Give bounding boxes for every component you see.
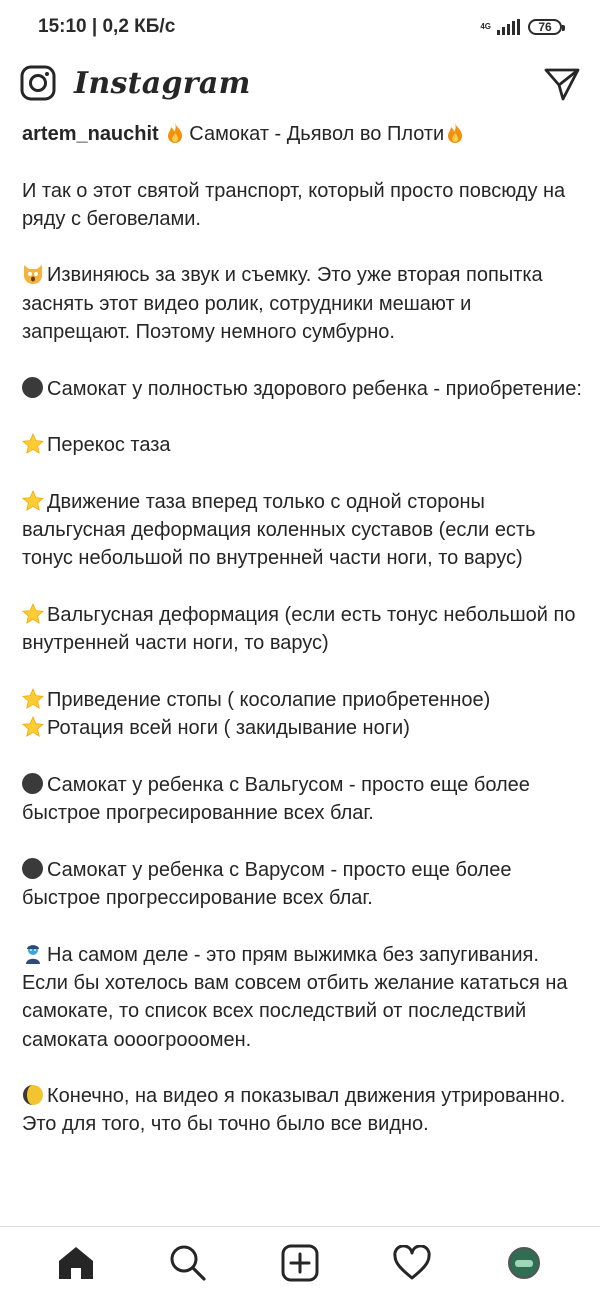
caption-intro: И так о этот святой транспорт, который просто повсюду на ряду с беговелами. bbox=[22, 179, 566, 230]
battery-icon bbox=[528, 19, 562, 35]
network-type: 4G bbox=[480, 22, 491, 31]
add-post-icon bbox=[281, 1244, 319, 1282]
black-circle-icon bbox=[22, 773, 43, 794]
camera-icon bbox=[20, 65, 56, 101]
post-username[interactable]: artem_nauchit bbox=[22, 123, 159, 145]
caption-varus: Самокат у ребенка с Варусом - просто еще более быстрое прогрессирование всех благ. bbox=[22, 858, 512, 910]
search-icon bbox=[169, 1244, 207, 1282]
moon-icon bbox=[22, 1084, 44, 1106]
caption-item-2: Движение таза вперед только с одной стороны вальгусная деформация коленных суставов (если есть тонус небольшой по внутренней части ноги, то варус) bbox=[22, 490, 536, 570]
caption-item-3: Вальгусная деформация (если есть тонус небольшой по внутренней части ноги, то варус) bbox=[22, 604, 576, 655]
app-header bbox=[0, 54, 600, 112]
heart-icon bbox=[393, 1245, 431, 1281]
caption-item-1: Перекос таза bbox=[22, 431, 582, 459]
genie-icon bbox=[22, 943, 44, 965]
star-icon bbox=[22, 603, 44, 625]
nav-add-post[interactable] bbox=[278, 1241, 322, 1285]
nav-search[interactable] bbox=[166, 1241, 210, 1285]
post-title: Самокат - Дьявол во Плоти bbox=[189, 123, 445, 145]
caption-item-4: Приведение стопы ( косолапие приобретенное) bbox=[22, 686, 582, 714]
status-bar bbox=[0, 0, 600, 54]
caption-closing: Конечно, на видео я показывал движения утрированно. Это для того, что бы точно было все видно. bbox=[22, 1085, 566, 1136]
status-icons bbox=[480, 19, 562, 35]
nav-activity[interactable] bbox=[390, 1241, 434, 1285]
nav-home[interactable] bbox=[54, 1241, 98, 1285]
avatar bbox=[508, 1247, 540, 1279]
caption-title-line bbox=[22, 120, 582, 148]
black-circle-icon bbox=[22, 858, 43, 879]
black-circle-icon bbox=[22, 377, 43, 398]
instagram-logo: Instagram bbox=[74, 65, 251, 101]
star-icon bbox=[22, 433, 44, 455]
fire-icon bbox=[444, 122, 466, 144]
status-time: 15:10 | 0,2 КБ/с bbox=[38, 16, 176, 37]
caption-healthy-heading: Самокат у полностью здорового ребенка - приобретение: bbox=[22, 375, 582, 403]
direct-send-icon bbox=[543, 66, 581, 102]
signal-icon bbox=[497, 19, 520, 35]
caption-apology: Извиняюсь за звук и съемку. Это уже вторая попытка заснять этот видео ролик, сотрудники мешают и запрещают. Поэтому немного сумбурно. bbox=[22, 264, 543, 344]
bottom-navigation bbox=[0, 1226, 600, 1299]
caption-item-5: Ротация всей ноги ( закидывание ноги) bbox=[22, 714, 582, 742]
home-icon bbox=[57, 1245, 95, 1281]
battery-level: 76 bbox=[538, 20, 552, 34]
star-icon bbox=[22, 688, 44, 710]
star-icon bbox=[22, 716, 44, 738]
fire-icon bbox=[164, 122, 186, 144]
caption-summary: На самом деле - это прям выжимка без запугивания. Если бы хотелось вам совсем отбить желание кататься на самокате, то список всех последствий от последствий самоката оооогрооомен. bbox=[22, 943, 568, 1051]
caption-valgus: Самокат у ребенка с Вальгусом - просто еще более быстрое прогресированние всех благ. bbox=[22, 773, 530, 825]
star-icon bbox=[22, 490, 44, 512]
scared-cat-icon bbox=[22, 263, 44, 285]
nav-profile[interactable] bbox=[502, 1241, 546, 1285]
direct-messages-button[interactable] bbox=[542, 64, 582, 104]
camera-button[interactable] bbox=[18, 63, 58, 103]
post-caption bbox=[22, 120, 582, 1222]
